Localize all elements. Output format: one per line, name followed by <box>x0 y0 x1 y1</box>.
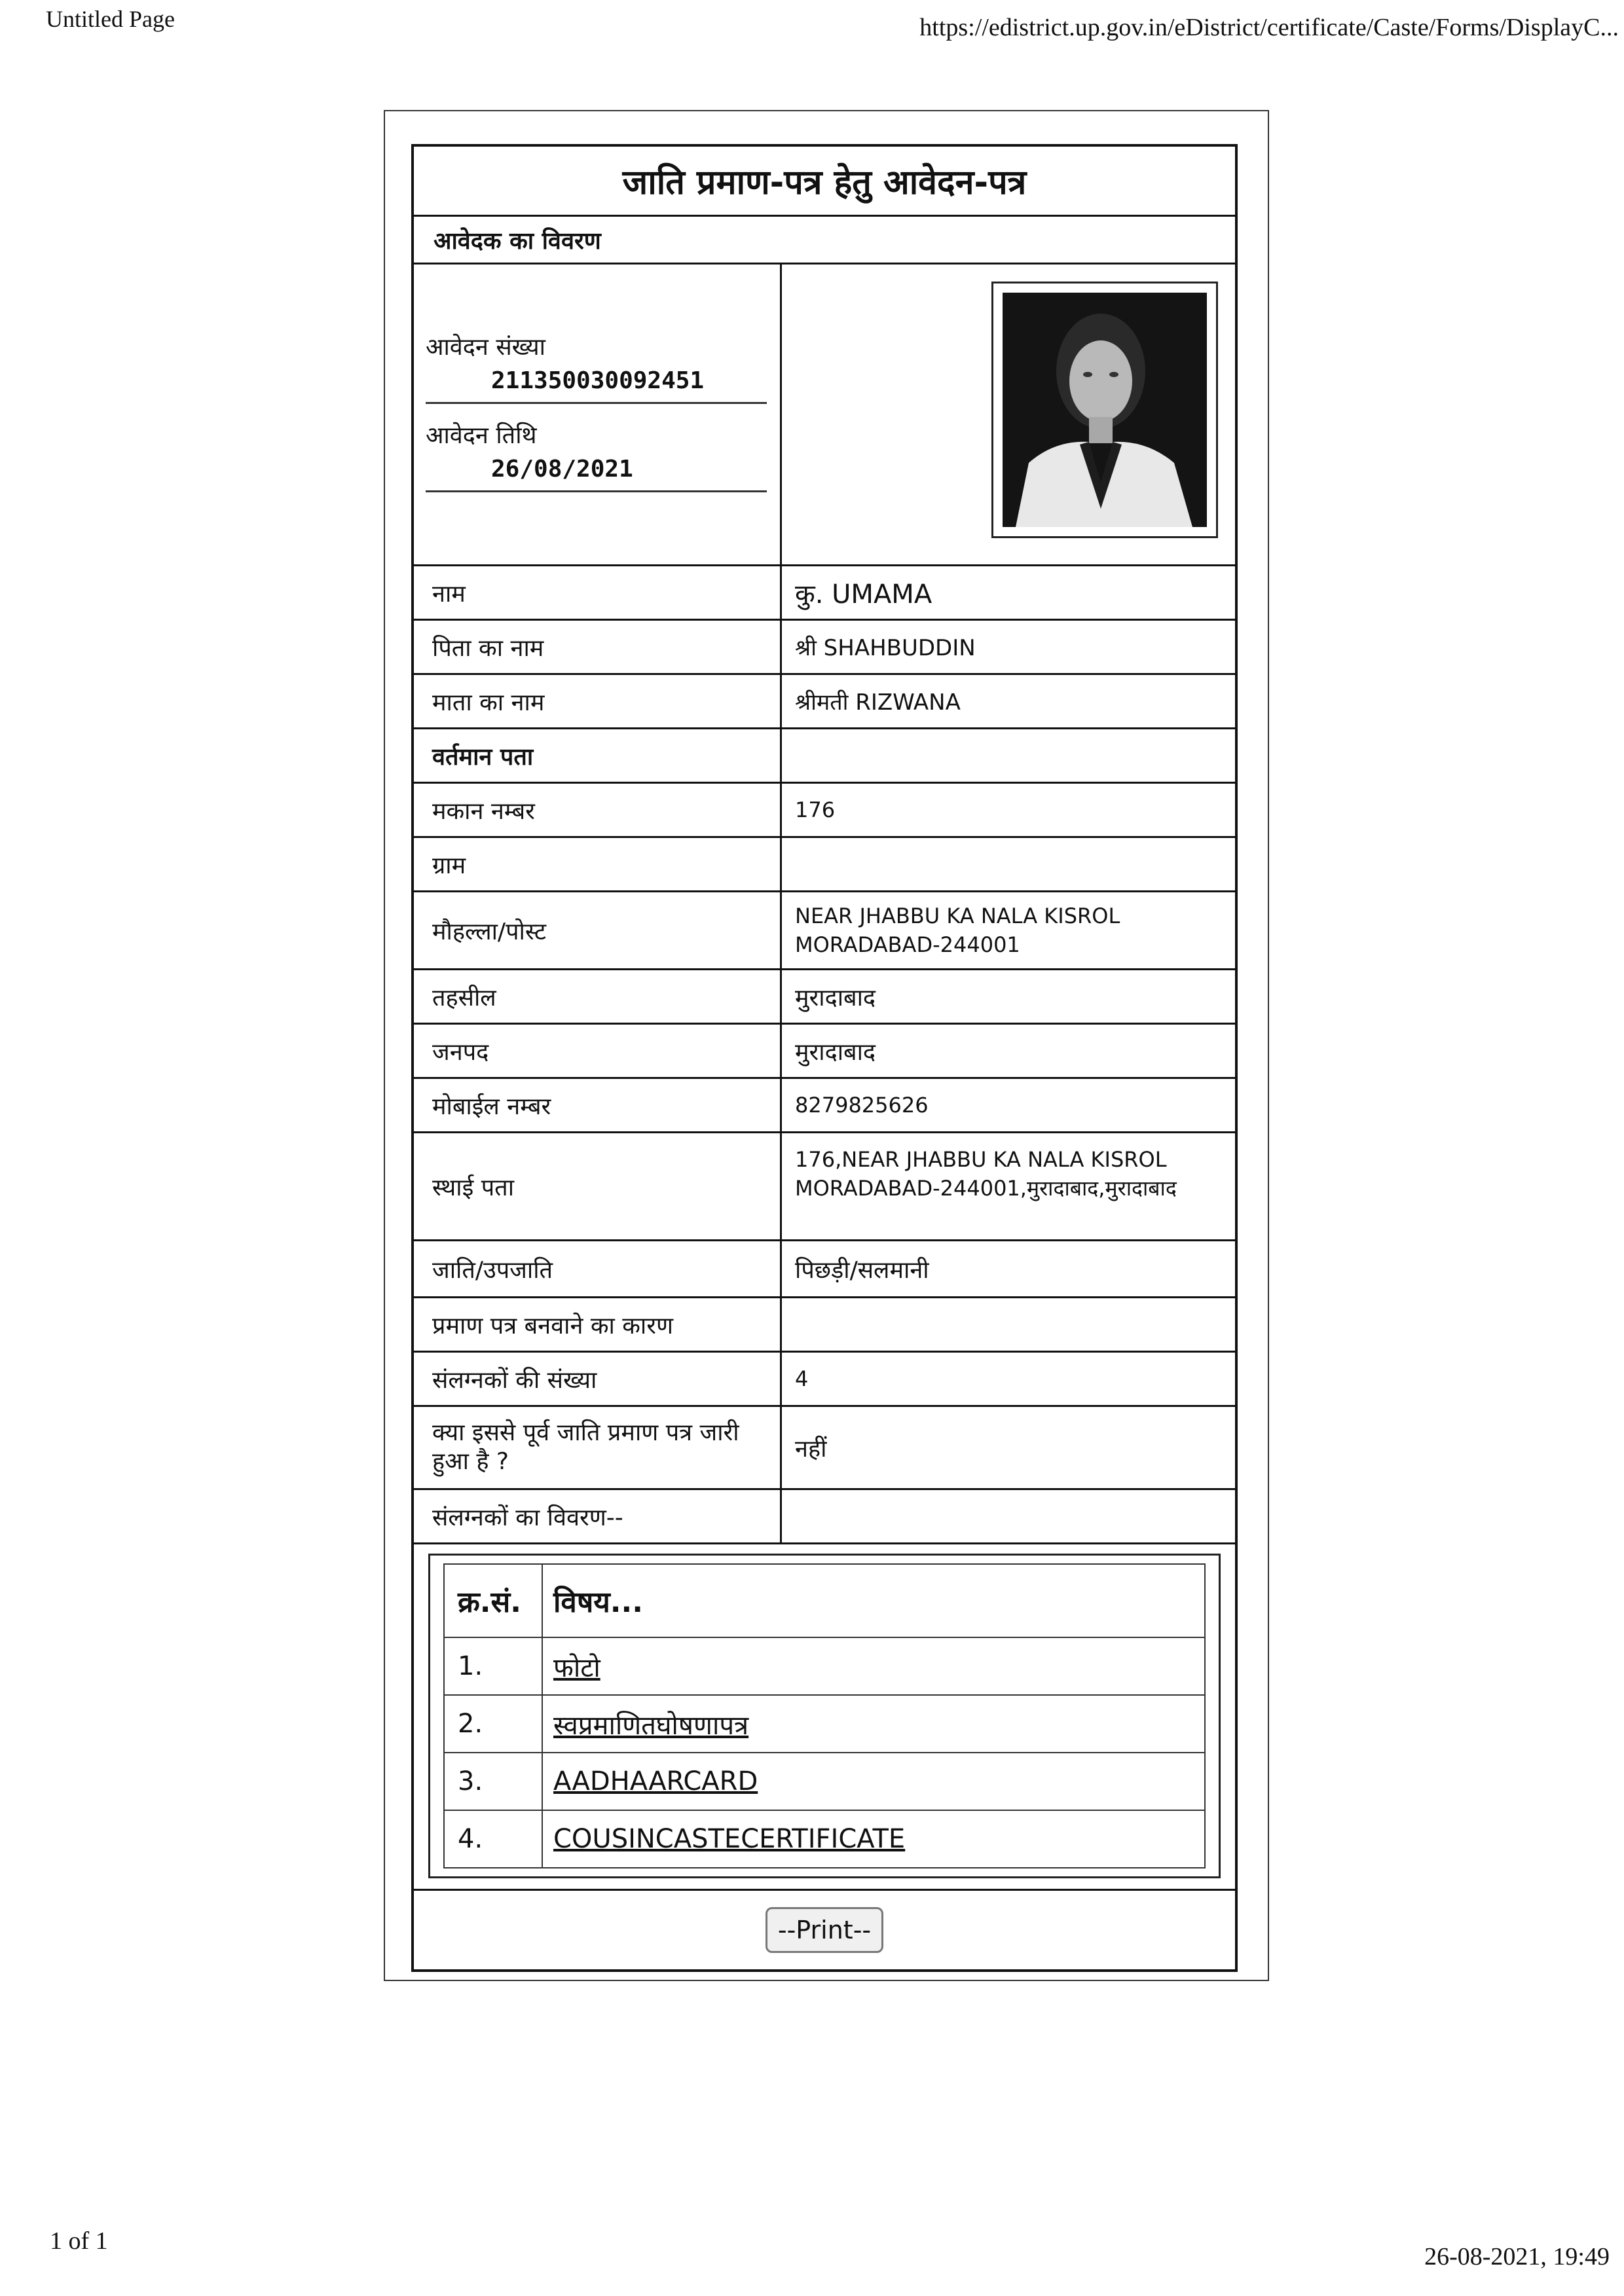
applicant-photo-icon <box>1003 293 1207 527</box>
attachment-serial: 3. <box>445 1753 543 1810</box>
print-button[interactable]: --Print-- <box>766 1907 883 1953</box>
row-locality <box>414 892 1235 970</box>
print-page-url: https://edistrict.up.gov.in/eDistrict/certificate/Caste/Forms/DisplayC... <box>919 14 1619 41</box>
locality-label: मौहल्ला/पोस्ट <box>414 892 782 968</box>
form-container <box>411 144 1238 1972</box>
row-current-address <box>414 729 1235 784</box>
attachments-section <box>414 1544 1235 1891</box>
application-date-label: आवेदन तिथि <box>426 422 537 449</box>
applicant-photo <box>1003 293 1207 527</box>
attachment-serial: 1. <box>445 1638 543 1694</box>
mother-name-label: माता का नाम <box>414 675 782 727</box>
print-area <box>414 1891 1235 1969</box>
current-address-label: वर्तमान पता <box>414 729 782 782</box>
form-title: जाति प्रमाण-पत्र हेतु आवेदन-पत्र <box>414 147 1235 217</box>
district-label: जनपद <box>414 1025 782 1077</box>
attachment-details-label: संलग्नकों का विवरण-- <box>414 1490 782 1542</box>
row-district <box>414 1025 1235 1079</box>
attachment-link-cousin-caste-certificate[interactable]: COUSINCASTECERTIFICATE <box>553 1824 906 1854</box>
house-number-value: 176 <box>795 797 836 822</box>
name-value: कु. UMAMA <box>795 579 932 610</box>
row-attachment-count <box>414 1353 1235 1407</box>
print-page-count: 1 of 1 <box>50 2227 108 2255</box>
tehsil-value: मुरादाबाद <box>795 984 876 1011</box>
locality-value: NEAR JHABBU KA NALA KISROL MORADABAD-244001 <box>795 903 1120 957</box>
mobile-label: मोबाईल नम्बर <box>414 1079 782 1131</box>
village-value <box>782 838 1235 890</box>
attachment-serial: 4. <box>445 1811 543 1867</box>
attachment-serial: 2. <box>445 1696 543 1752</box>
current-address-value <box>782 729 1235 782</box>
attachments-table <box>428 1554 1221 1878</box>
attachments-header <box>443 1563 1206 1638</box>
row-house-number <box>414 784 1235 838</box>
application-no-value: 211350030092451 <box>426 362 767 404</box>
row-mobile <box>414 1079 1235 1133</box>
application-info-block <box>414 264 1235 566</box>
photo-cell <box>782 264 1235 564</box>
applicant-photo-frame <box>991 282 1218 538</box>
permanent-address-value: 176,NEAR JHABBU KA NALA KISROL MORADABAD-244001,मुरादाबाद,मुरादाबाद <box>795 1147 1177 1201</box>
row-reason <box>414 1298 1235 1353</box>
application-date-value: 26/08/2021 <box>426 450 767 492</box>
caste-value: पिछड़ी/सलमानी <box>795 1256 929 1284</box>
application-no-label: आवेदन संख्या <box>426 334 545 361</box>
form-outer-frame <box>384 110 1269 1981</box>
name-label: नाम <box>414 566 782 619</box>
row-permanent-address <box>414 1133 1235 1241</box>
print-page-title: Untitled Page <box>46 6 175 32</box>
permanent-address-label: स्थाई पता <box>414 1133 782 1239</box>
attachment-row <box>443 1696 1206 1753</box>
father-name-label: पिता का नाम <box>414 621 782 673</box>
application-meta <box>414 264 782 564</box>
house-number-label: मकान नम्बर <box>414 784 782 836</box>
reason-label: प्रमाण पत्र बनवाने का कारण <box>414 1298 782 1351</box>
tehsil-label: तहसील <box>414 970 782 1023</box>
applicant-details <box>414 566 1235 1544</box>
row-tehsil <box>414 970 1235 1025</box>
attachment-details-value <box>782 1490 1235 1542</box>
attachment-row <box>443 1638 1206 1696</box>
father-name-value: श्री SHAHBUDDIN <box>795 635 976 661</box>
row-caste <box>414 1241 1235 1298</box>
row-village <box>414 838 1235 892</box>
row-previous-certificate <box>414 1407 1235 1490</box>
row-father-name <box>414 621 1235 675</box>
previous-certificate-value: नहीं <box>795 1435 827 1463</box>
previous-certificate-label: क्या इससे पूर्व जाति प्रमाण पत्र जारी हुआ है ? <box>414 1407 782 1488</box>
attachment-row <box>443 1811 1206 1868</box>
attachment-link-self-declaration[interactable]: स्वप्रमाणितघोषणापत्र <box>553 1710 749 1741</box>
district-value: मुरादाबाद <box>795 1038 876 1066</box>
reason-value <box>782 1298 1235 1351</box>
row-mother-name <box>414 675 1235 729</box>
col-serial-header: क्र.सं. <box>445 1565 543 1637</box>
attachment-link-aadhaar[interactable]: AADHAARCARD <box>553 1766 758 1796</box>
mobile-value: 8279825626 <box>795 1093 929 1118</box>
attachment-link-photo[interactable]: फोटो <box>553 1652 600 1683</box>
row-name <box>414 566 1235 621</box>
row-attachment-details <box>414 1490 1235 1544</box>
mother-name-value: श्रीमती RIZWANA <box>795 689 961 716</box>
col-subject-header: विषय... <box>553 1586 643 1619</box>
print-datetime: 26-08-2021, 19:49 <box>1424 2243 1610 2270</box>
attachment-count-value: 4 <box>795 1366 809 1391</box>
village-label: ग्राम <box>414 838 782 890</box>
section-title: आवेदक का विवरण <box>414 217 1235 264</box>
attachment-count-label: संलग्नकों की संख्या <box>414 1353 782 1405</box>
caste-label: जाति/उपजाति <box>414 1241 782 1296</box>
attachment-row <box>443 1753 1206 1811</box>
